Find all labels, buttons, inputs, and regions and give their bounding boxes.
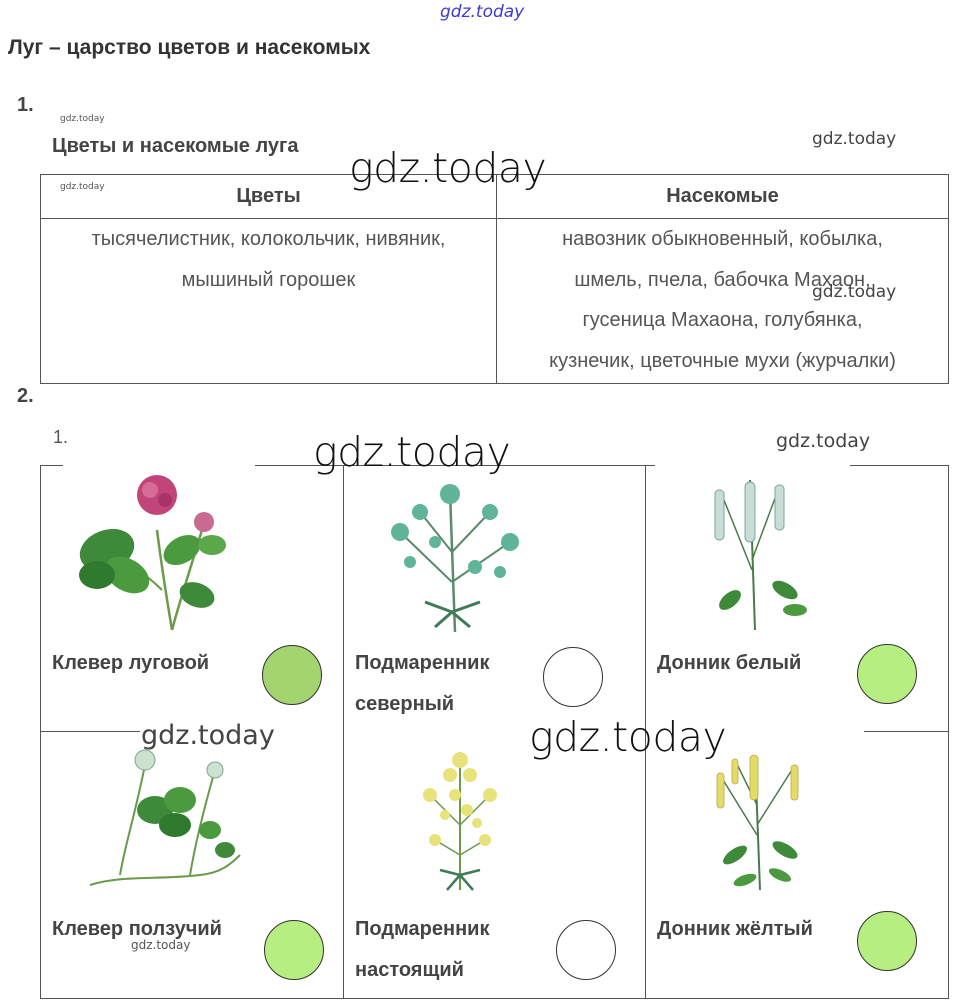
insects-line-1: навозник обыкновенный, кобылка,	[562, 228, 883, 250]
grid-line	[343, 465, 344, 998]
answer-circle-white-clover[interactable]	[264, 920, 324, 980]
answer-circle-white-melilot[interactable]	[857, 644, 917, 704]
table-caption: Цветы и насекомые луга	[52, 135, 299, 157]
watermark-large-3: gdz.today	[529, 713, 727, 761]
grid-line	[40, 731, 140, 732]
plant-name-red-clover: Клевер луговой	[52, 652, 210, 674]
grid-line	[850, 465, 949, 466]
answer-circle-red-clover[interactable]	[262, 645, 322, 705]
watermark-small-1: gdz.today	[60, 114, 105, 124]
grid-line	[40, 998, 949, 999]
watermark-small-3: gdz.today	[131, 938, 191, 952]
plant-name-white-clover: Клевер ползучий	[52, 918, 222, 940]
watermark-medium-4: gdz.today	[141, 720, 275, 751]
plant-name-white-melilot: Донник белый	[657, 652, 802, 674]
white-clover-icon	[80, 745, 255, 895]
watermark-medium-1: gdz.today	[812, 129, 897, 149]
header-insects: Насекомые	[497, 175, 949, 219]
yellow-bedstraw-icon	[405, 745, 515, 895]
red-clover-icon	[72, 470, 232, 640]
white-melilot-icon	[700, 470, 820, 635]
watermark-large-2: gdz.today	[313, 428, 511, 476]
answer-circle-northern-bedstraw[interactable]	[543, 647, 603, 707]
northern-bedstraw-icon	[360, 472, 530, 637]
yellow-melilot-icon	[705, 745, 815, 895]
task-1-number: 1.	[17, 94, 34, 116]
insects-line-4: кузнечик, цветочные мухи (журчалки)	[549, 349, 896, 372]
watermark-small-2: gdz.today	[60, 182, 105, 192]
task-2-number: 2.	[17, 385, 34, 407]
task-2-sub-number: 1.	[53, 427, 69, 447]
flowers-line-2: мышиный горошек	[181, 268, 356, 291]
answer-circle-yellow-bedstraw[interactable]	[556, 920, 616, 980]
page-title: Луг – царство цветов и насекомых	[8, 36, 371, 59]
answer-circle-yellow-melilot[interactable]	[857, 911, 917, 971]
insects-line-3: гусеница Махаона, голубянка,	[582, 309, 863, 331]
insects-line-2: шмель, пчела, бабочка Махаон,	[574, 268, 871, 291]
plant-name-yellow-melilot: Донник жёлтый	[657, 918, 813, 940]
flowers-line-1: тысячелистник, колокольчик, нивяник,	[91, 228, 446, 250]
header-flowers: Цветы	[41, 175, 497, 219]
watermark-top: gdz.today	[440, 2, 525, 22]
grid-line	[40, 465, 63, 466]
cell-flowers	[41, 219, 497, 384]
watermark-medium-2: gdz.today	[812, 282, 897, 302]
flowers-insects-table	[40, 174, 949, 384]
plant-name-northern-bedstraw: Подмаренник северный	[355, 652, 490, 715]
grid-line	[864, 731, 949, 732]
plant-name-yellow-bedstraw: Подмаренник настоящий	[355, 918, 490, 981]
watermark-medium-3: gdz.today	[776, 430, 871, 452]
watermark-large-1: gdz.today	[349, 144, 547, 192]
